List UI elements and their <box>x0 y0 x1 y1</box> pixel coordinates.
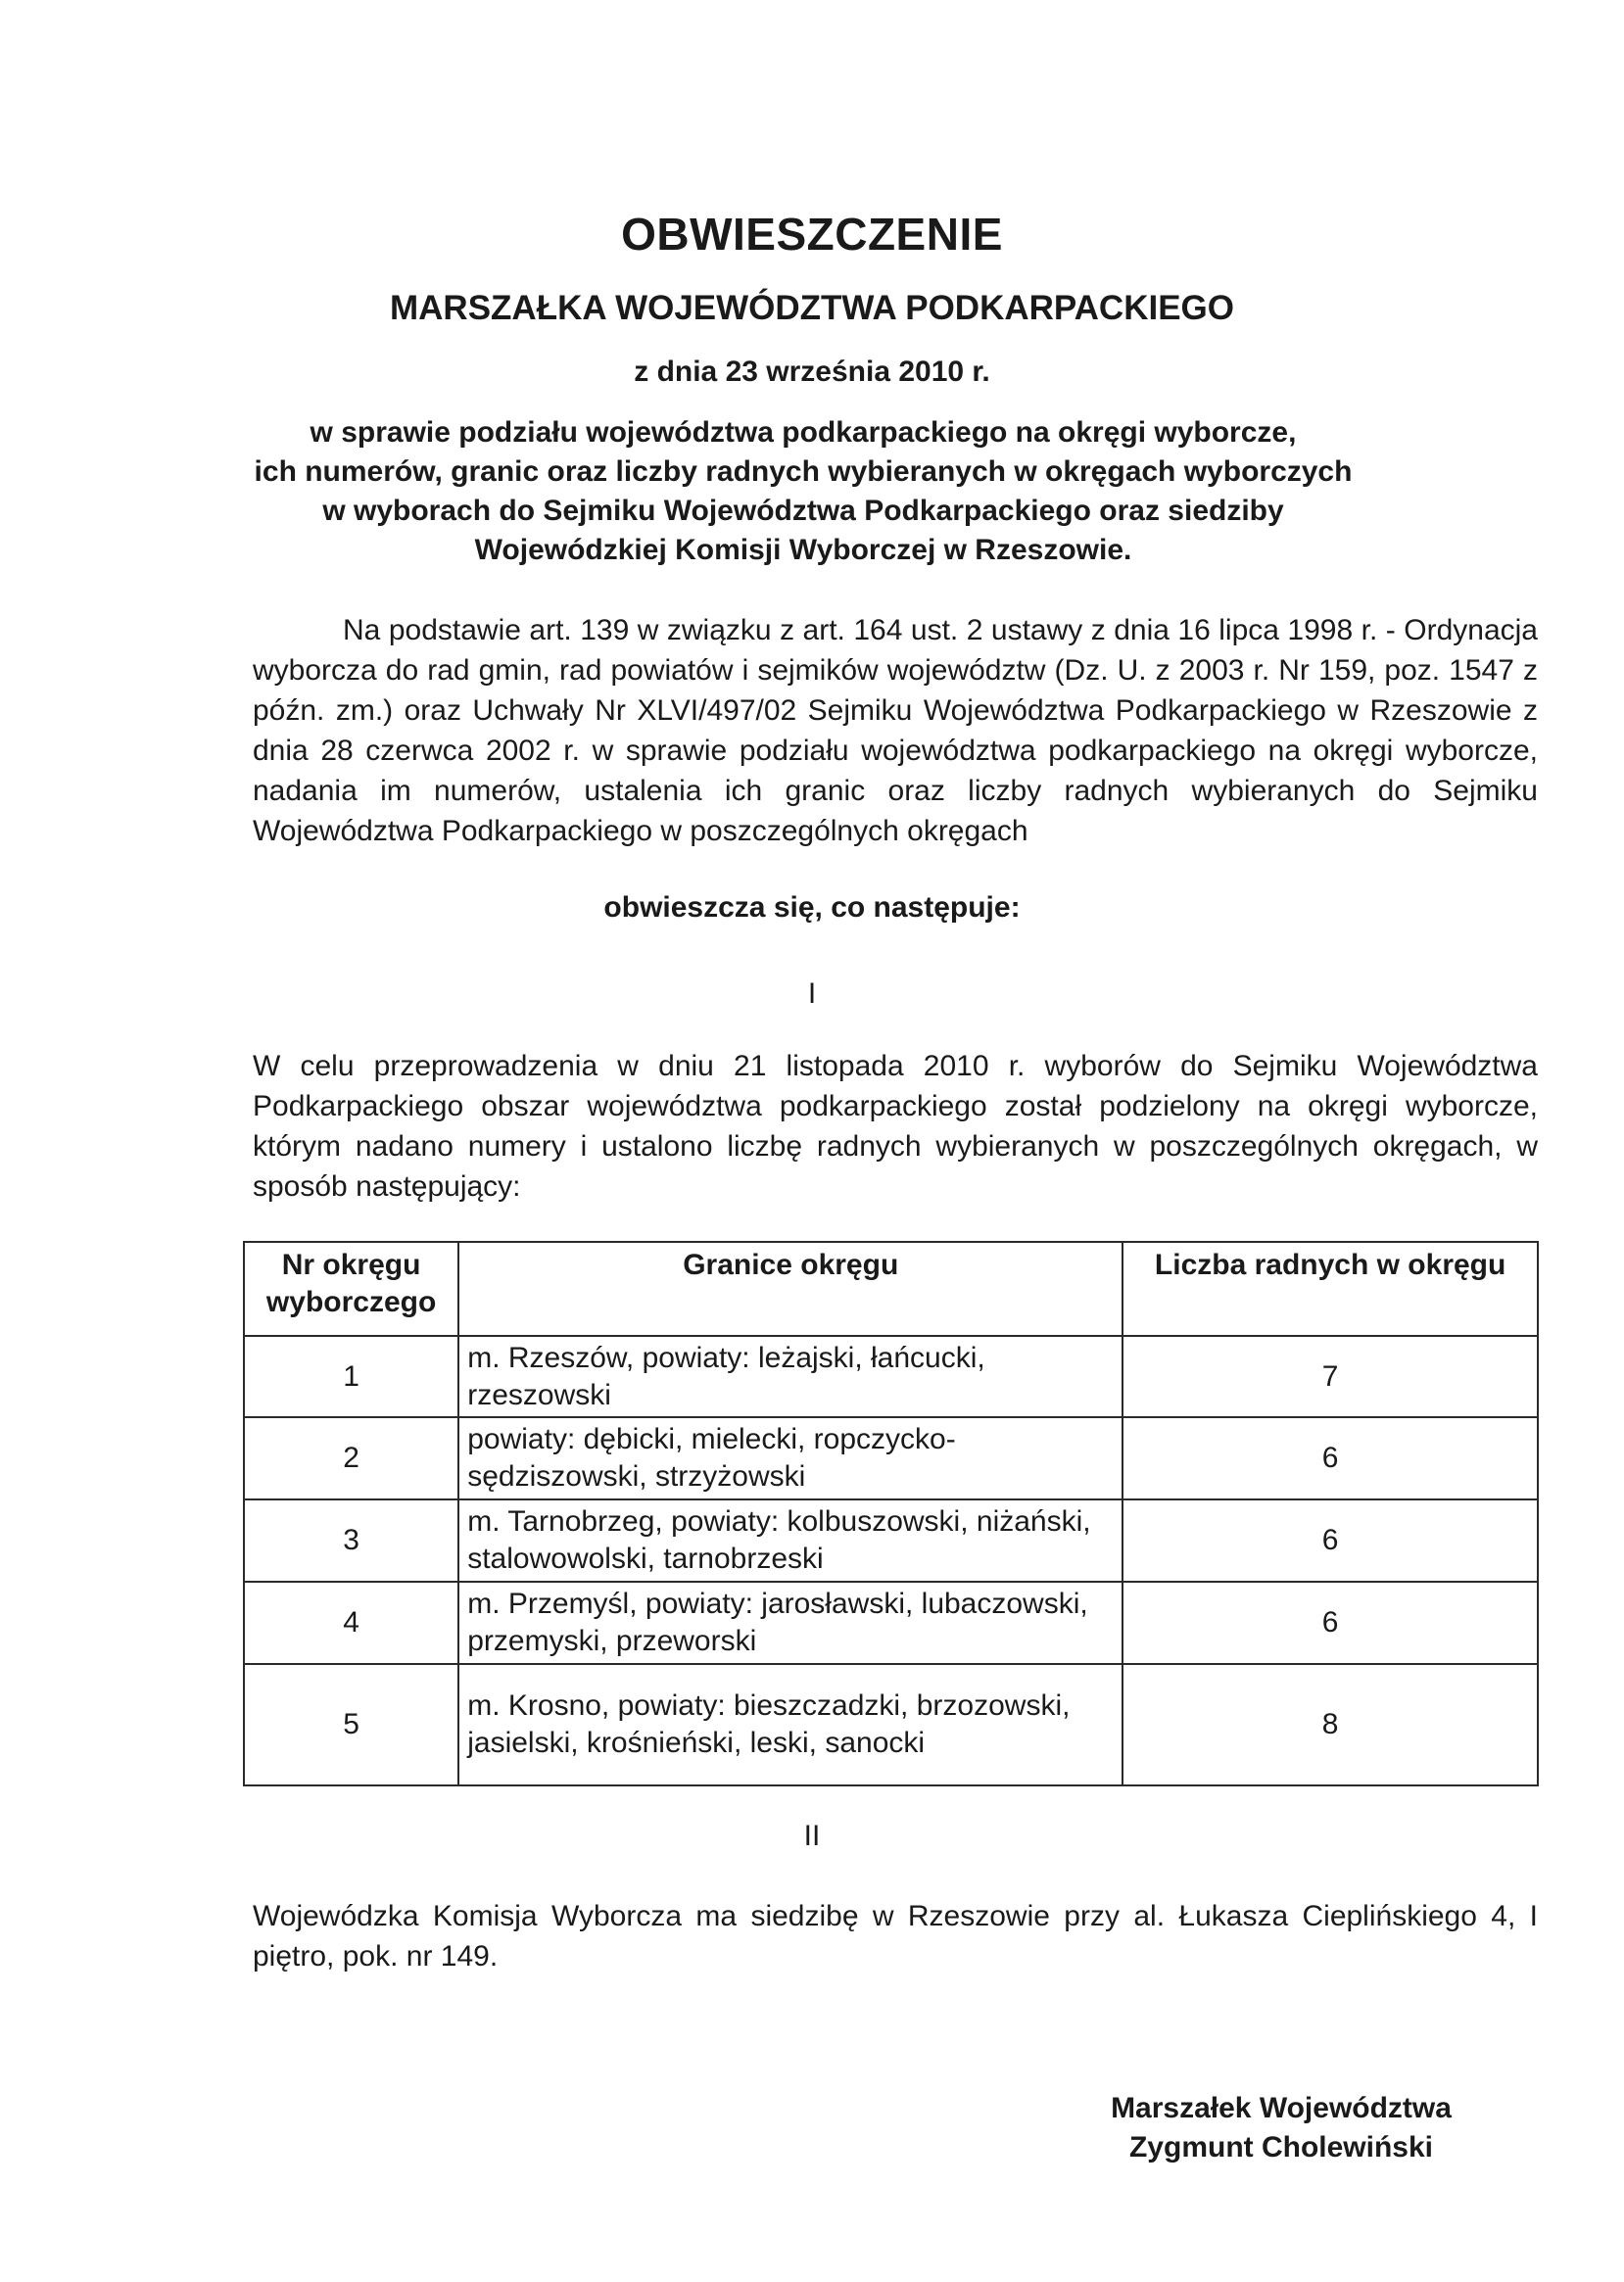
subject-line: Wojewódzkiej Komisji Wyborczej w Rzeszowie. <box>474 534 1132 566</box>
table-row <box>244 1499 1538 1582</box>
district-number: 4 <box>244 1582 458 1664</box>
district-number: 5 <box>244 1664 458 1785</box>
subject-line: ich numerów, granic oraz liczby radnych wybieranych w okręgach wyborczych <box>254 455 1353 488</box>
councillor-count: 6 <box>1122 1417 1538 1499</box>
councillor-count: 6 <box>1122 1582 1538 1664</box>
header-district-boundaries: Granice okręgu <box>458 1242 1122 1336</box>
signature-block <box>1075 2089 1487 2167</box>
announcement-line: obwieszcza się, co następuje: <box>603 891 1021 924</box>
signature-role: Marszałek Województwa <box>1111 2092 1452 2124</box>
header-councillor-count: Liczba radnych w okręgu <box>1122 1242 1538 1336</box>
table-row <box>244 1417 1538 1499</box>
district-number: 3 <box>244 1499 458 1582</box>
issuer-heading: MARSZAŁKA WOJEWÓDZTWA PODKARPACKIEGO <box>390 289 1234 327</box>
district-boundaries: powiaty: dębicki, mielecki, ropczycko-sędziszowski, strzyżowski <box>458 1417 1122 1499</box>
district-number: 1 <box>244 1336 458 1417</box>
district-boundaries: m. Rzeszów, powiaty: leżajski, łańcucki, rzeszowski <box>458 1336 1122 1417</box>
councillor-count: 7 <box>1122 1336 1538 1417</box>
preamble-paragraph: Na podstawie art. 139 w związku z art. 164 ust. 2 ustawy z dnia 16 lipca 1998 r. - Ordynacja wyborcza do rad gmin, rad powiatów i sejmików województw (Dz. U. z 2003 r. Nr 159, poz. 1547 z późn. zm.) oraz Uchwały Nr XLVI/497/02 Sejmiku Województwa Podkarpackiego w Rzeszowie z dnia 28 czerwca 2002 r. w sprawie podziału województwa podkarpackiego na okręgi wyborcze, nadania im numerów, ustalenia ich granic oraz liczby radnych wybieranych do Sejmiku Województwa Podkarpackiego w poszczególnych okręgach <box>253 614 1538 847</box>
councillor-count: 6 <box>1122 1499 1538 1582</box>
date-line: z dnia 23 września 2010 r. <box>634 356 990 388</box>
district-number: 2 <box>244 1417 458 1499</box>
district-boundaries: m. Krosno, powiaty: bieszczadzki, brzozowski, jasielski, krośnieński, leski, sanocki <box>458 1664 1122 1785</box>
subject-line: w sprawie podziału województwa podkarpackiego na okręgi wyborcze, <box>310 416 1297 449</box>
councillor-count: 8 <box>1122 1664 1538 1785</box>
table-row <box>244 1336 1538 1417</box>
subject-line: w wyborach do Sejmiku Województwa Podkarpackiego oraz siedziby <box>322 495 1284 527</box>
document-title: OBWIESZCZENIE <box>621 209 1003 260</box>
table-row <box>244 1582 1538 1664</box>
district-boundaries: m. Tarnobrzeg, powiaty: kolbuszowski, niżański, stalowowolski, tarnobrzeski <box>458 1499 1122 1582</box>
table-header-row <box>244 1242 1538 1336</box>
section-2-paragraph: Wojewódzka Komisja Wyborcza ma siedzibę w Rzeszowie przy al. Łukasza Cieplińskiego 4, I piętro, pok. nr 149. <box>253 1900 1538 1973</box>
section-number-1: I <box>807 977 817 1010</box>
districts-table <box>243 1241 1539 1786</box>
section-1-paragraph: W celu przeprowadzenia w dniu 21 listopada 2010 r. wyborów do Sejmiku Województwa Podkarpackiego obszar województwa podkarpackiego został podzielony na okręgi wyborcze, którym nadano numery i ustalono liczbę radnych wybieranych w poszczególnych okręgach, w sposób następujący: <box>253 1050 1538 1203</box>
signature-name: Zygmunt Cholewiński <box>1128 2131 1434 2163</box>
header-district-number: Nr okręgu wyborczego <box>244 1242 458 1336</box>
section-number-2: II <box>803 1820 821 1852</box>
table-row <box>244 1664 1538 1785</box>
subject-block <box>235 413 1371 570</box>
district-boundaries: m. Przemyśl, powiaty: jarosławski, lubaczowski, przemyski, przeworski <box>458 1582 1122 1664</box>
